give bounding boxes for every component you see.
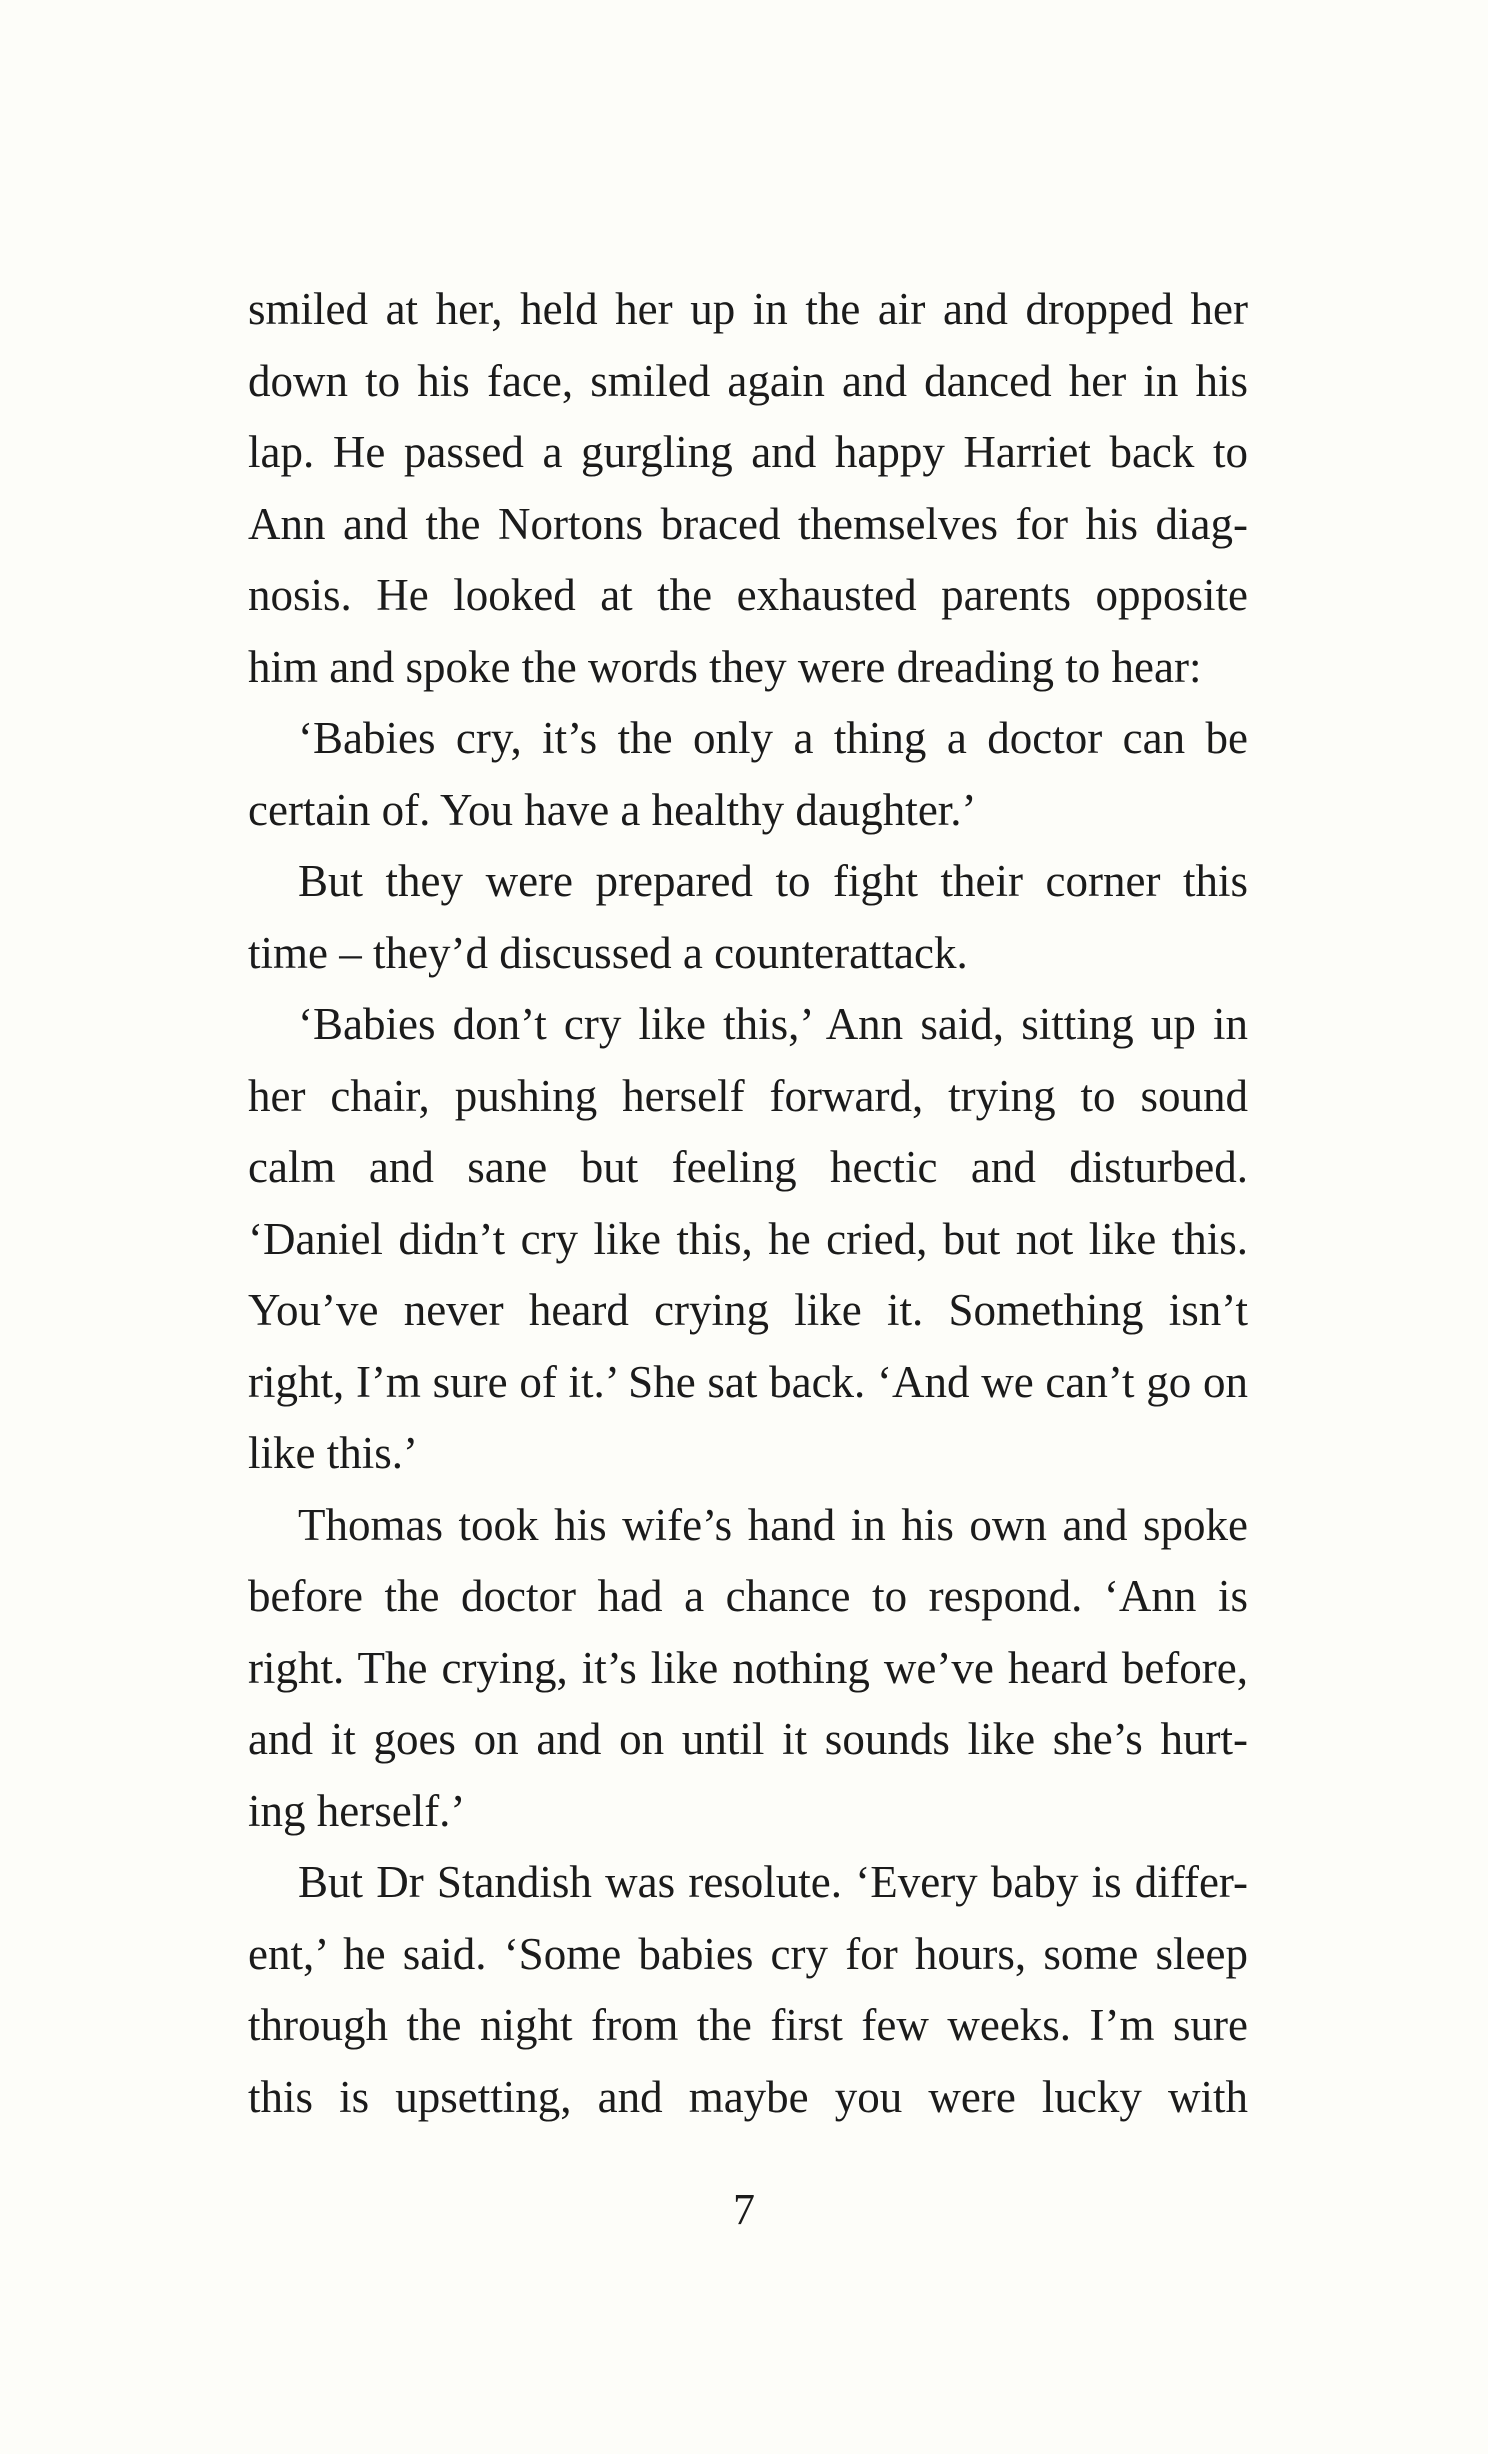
text-line: certain of. You have a healthy daughter.’ bbox=[248, 784, 977, 835]
text-line: right, I’m sure of it.’ She sat back. ‘And we can’t go on bbox=[248, 1356, 1248, 1407]
page-number: 7 bbox=[733, 2185, 755, 2234]
text-line: this is upsetting, and maybe you were lucky with bbox=[248, 2071, 1248, 2122]
text-line: ‘Daniel didn’t cry like this, he cried, but not like this. bbox=[248, 1213, 1248, 1264]
text-line: But Dr Standish was resolute. ‘Every baby is differ- bbox=[298, 1857, 1248, 1907]
text-line: smiled at her, held her up in the air and dropped her bbox=[248, 284, 1248, 334]
text-line: Ann and the Nortons braced themselves for his diag- bbox=[248, 498, 1248, 549]
text-line: down to his face, smiled again and danced her in his bbox=[248, 355, 1248, 406]
text-line: through the night from the first few weeks. I’m sure bbox=[248, 2000, 1248, 2050]
text-line: right. The crying, it’s like nothing we’ve heard before, bbox=[248, 1642, 1248, 1693]
text-line: lap. He passed a gurgling and happy Harriet back to bbox=[248, 427, 1248, 477]
text-line: like this.’ bbox=[248, 1428, 418, 1478]
text-line: time – they’d discussed a counterattack. bbox=[248, 927, 968, 978]
text-line: and it goes on and on until it sounds like she’s hurt- bbox=[248, 1714, 1248, 1764]
text-line: her chair, pushing herself forward, trying to sound bbox=[248, 1070, 1248, 1121]
text-line: calm and sane but feeling hectic and disturbed. bbox=[248, 1142, 1248, 1192]
text-line: him and spoke the words they were dreading to hear: bbox=[248, 641, 1202, 692]
text-line: before the doctor had a chance to respond. ‘Ann is bbox=[248, 1571, 1248, 1621]
text-line: ent,’ he said. ‘Some babies cry for hours, some sleep bbox=[248, 1928, 1248, 1979]
text-line: ing herself.’ bbox=[248, 1785, 466, 1836]
text-line: You’ve never heard crying like it. Something isn’t bbox=[248, 1285, 1248, 1335]
text-line: Thomas took his wife’s hand in his own and spoke bbox=[298, 1499, 1248, 1550]
text-line: ‘Babies cry, it’s the only a thing a doctor can be bbox=[298, 713, 1248, 763]
body-text bbox=[248, 274, 1248, 2133]
text-line: nosis. He looked at the exhausted parents opposite bbox=[248, 570, 1248, 620]
text-line: But they were prepared to fight their corner this bbox=[298, 856, 1248, 906]
text-line: ‘Babies don’t cry like this,’ Ann said, sitting up in bbox=[298, 999, 1248, 1049]
